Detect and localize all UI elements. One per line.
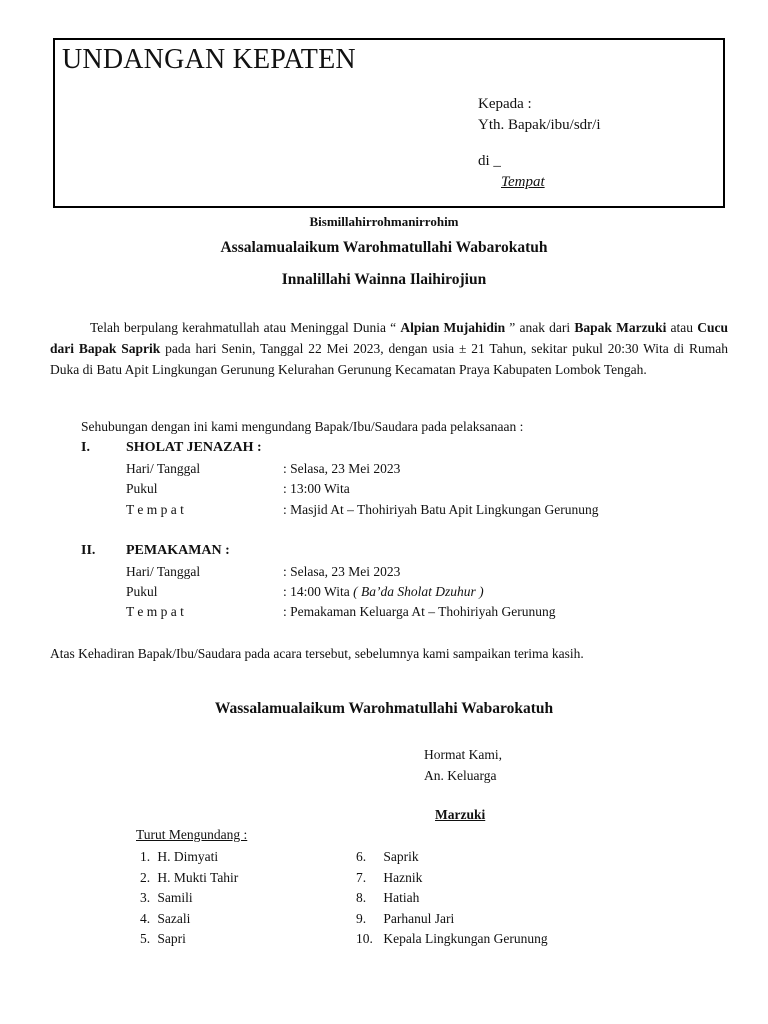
list-number: 10. (356, 931, 373, 947)
hormat-label: Hormat Kami, (424, 747, 502, 762)
list-name: Samili (157, 890, 193, 906)
deceased-name: Alpian Mujahidin (400, 320, 506, 335)
kepada-label: Kepada : (478, 96, 532, 112)
list-number: 9. (356, 910, 367, 926)
row-value: : Selasa, 23 Mei 2023 (283, 564, 401, 579)
list-item (356, 888, 548, 909)
section-title: SHOLAT JENAZAH : (126, 440, 262, 455)
signer-name: Marzuki (435, 807, 486, 822)
closing-text: Atas Kehadiran Bapak/Ibu/Saudara pada acara tersebut, sebelumnya kami sampaikan terima kasih. (50, 646, 584, 661)
list-number: 8. (356, 890, 367, 906)
announcement-text-4: pada hari Senin, Tanggal 22 Mei 2023, dengan usia ± 21 Tahun, sekitar pukul 20:30 Wita di Rumah Duka di Batu Apit Lingkungan Gerunung Kelurahan Gerunung Kecamatan Praya Kabupaten Lombok Tengah. (50, 341, 729, 377)
list-item (140, 868, 238, 889)
list-number: 5. (140, 931, 151, 947)
section-number: I. (81, 440, 90, 455)
row-value: : 13:00 Wita (283, 481, 350, 496)
hormat-block (424, 744, 502, 786)
row-label: T e m p a t (126, 502, 184, 517)
row-value: : 14:00 Wita (283, 584, 354, 599)
an-keluarga-label: An. Keluarga (424, 768, 497, 783)
document-title: UNDANGAN KEPATEN (62, 44, 356, 75)
list-item (356, 847, 548, 868)
name-list-right (356, 847, 548, 950)
list-name: Kepala Lingkungan Gerunung (383, 931, 548, 947)
list-name: Saprik (383, 849, 419, 864)
list-name: Sazali (157, 910, 191, 926)
salam-heading: Assalamualaikum Warohmatullahi Wabarokatuh (220, 239, 548, 256)
tempat-placeholder: Tempat (501, 174, 545, 190)
list-item (140, 909, 238, 930)
announcement-text-1: Telah berpulang kerahmatullah atau Meninggal Dunia “ (90, 320, 401, 335)
list-name: Parhanul Jari (383, 910, 455, 926)
list-item (356, 868, 548, 889)
header-box (53, 38, 725, 208)
row-value: : Masjid At – Thohiriyah Batu Apit Lingkungan Gerunung (283, 502, 599, 517)
list-number: 2. (140, 869, 151, 885)
list-item (140, 847, 238, 868)
announcement-text-2: ” anak dari (505, 320, 575, 335)
grandchild-of: Cucu dari Bapak Saprik (50, 320, 728, 356)
section-title: PEMAKAMAN : (126, 543, 230, 558)
yth-label: Yth. Bapak/ibu/sdr/i (478, 117, 601, 133)
list-name: Hatiah (383, 890, 420, 906)
row-label: Hari/ Tanggal (126, 564, 201, 579)
wassalam-heading: Wassalamualaikum Warohmatullahi Wabarokatuh (214, 700, 554, 717)
row-label: Pukul (126, 481, 158, 496)
bismillah: Bismillahirrohmanirrohim (309, 214, 459, 229)
innalillahi-heading: Innalillahi Wainna Ilaihirojiun (281, 271, 487, 288)
name-list-left (140, 847, 238, 950)
row-value-group (283, 584, 484, 600)
list-name: H. Dimyati (157, 849, 219, 864)
list-number: 4. (140, 910, 151, 926)
row-label: Pukul (126, 584, 158, 599)
parent-name: Bapak Marzuki (574, 320, 667, 335)
list-item (356, 929, 548, 950)
list-number: 1. (140, 849, 151, 864)
list-item (356, 909, 548, 930)
announcement-paragraph (50, 317, 728, 380)
list-item (140, 888, 238, 909)
section-number: II. (81, 543, 96, 558)
row-label: T e m p a t (126, 604, 184, 619)
recipient-block (478, 94, 601, 136)
list-number: 6. (356, 849, 367, 864)
list-number: 7. (356, 869, 367, 885)
list-item (140, 929, 238, 950)
list-number: 3. (140, 890, 151, 906)
di-label: di _ (478, 153, 501, 169)
invitation-text: Sehubungan dengan ini kami mengundang Bapak/Ibu/Saudara pada pelaksanaan : (81, 419, 524, 434)
list-name: Sapri (157, 931, 186, 947)
row-value: : Pemakaman Keluarga At – Thohiriyah Gerunung (283, 604, 556, 619)
list-name: Haznik (383, 869, 423, 885)
row-value: : Selasa, 23 Mei 2023 (283, 461, 401, 476)
list-name: H. Mukti Tahir (157, 869, 239, 885)
row-label: Hari/ Tanggal (126, 461, 201, 476)
turut-mengundang-label: Turut Mengundang : (136, 827, 248, 842)
announcement-text-3: atau (666, 320, 698, 335)
row-note: ( Ba’da Sholat Dzuhur ) (353, 584, 484, 599)
